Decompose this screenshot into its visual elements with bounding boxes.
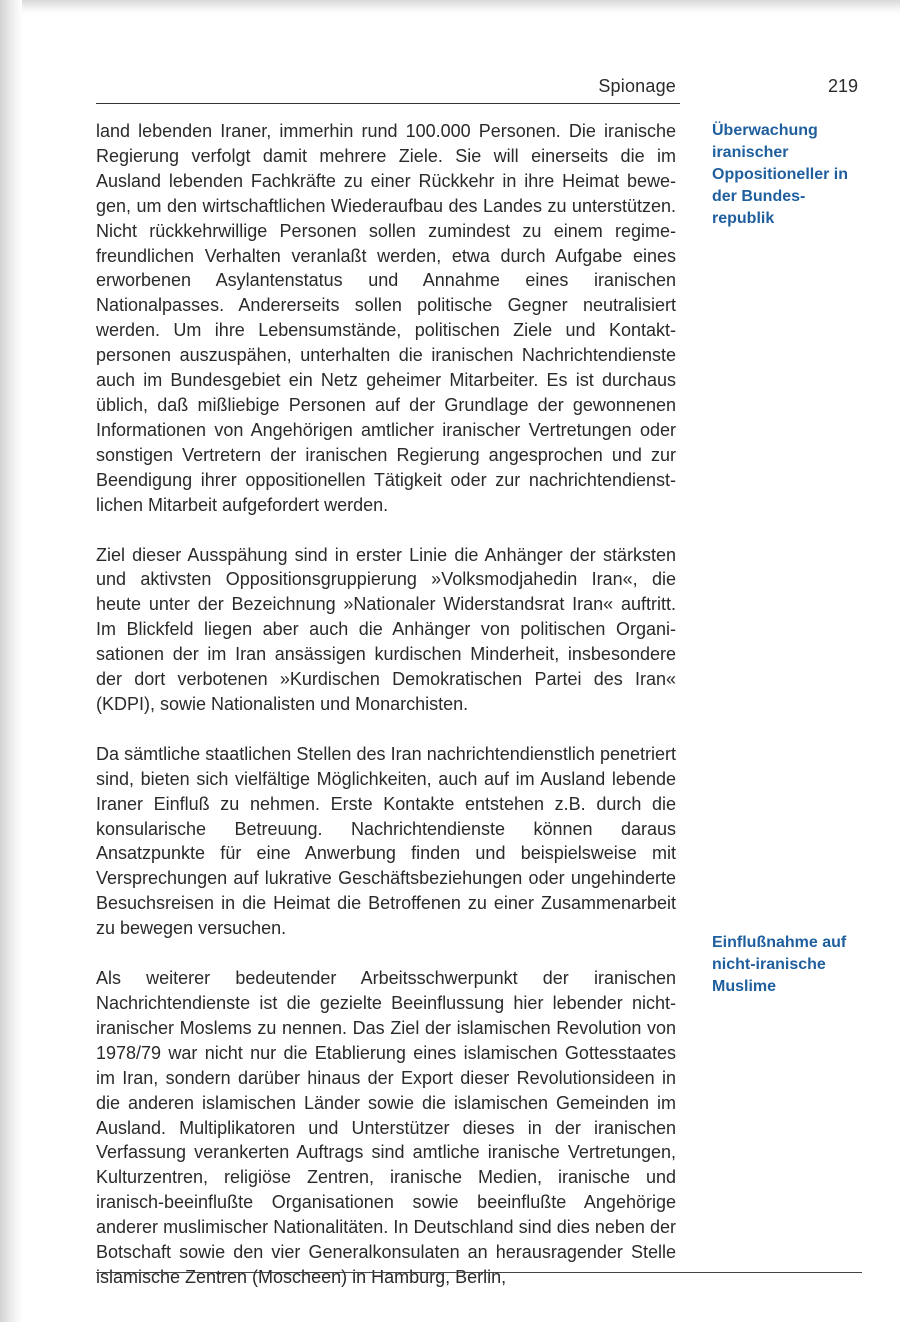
scan-shadow-top — [0, 0, 900, 14]
paragraph-2: Ziel dieser Ausspähung sind in erster Linie die Anhänger der stärksten und aktivsten Oppositionsgruppierung »Volksmodjahedin Iran«, die heute unter der Bezeichnung »Nationaler Widerstandsrat Iran« auftritt. Im Blickfeld liegen aber auch die Anhänger von politischen Organisationen der im Iran ansässigen kurdischen Minderheit, insbesondere der dort verbotenen »Kurdischen Demokratischen Partei des Iran« (KDPI), sowie Nationalisten und Monarchisten. — [96, 544, 676, 714]
margin-heading-surveillance: Überwachung iranischer Oppositioneller in der Bundesrepublik — [712, 122, 849, 227]
running-title: Spionage — [598, 76, 676, 96]
main-text-column — [96, 119, 676, 1290]
header-rule — [96, 103, 680, 104]
scan-shadow-left — [0, 0, 22, 1322]
paragraph-3: Da sämtliche staatlichen Stellen des Iran nachrichtendienstlich penetriert sind, bieten sich vielfältige Möglichkeiten, auch auf im Ausland lebende Iraner Einfluß zu nehmen. Erste Kontakte entstehen z.B. durch die konsularische Betreuung. Nachrichtendienste können daraus Ansatzpunkte für eine Anwerbung finden und beispielsweise mit Versprechungen auf lukrative Geschäftsbeziehungen oder ungehinderte Besuchsreisen in die Heimat die Betroffenen zu einer Zusammenarbeit zu bewegen versuchen. — [96, 743, 676, 939]
paragraph-1: land lebenden Iraner, immerhin rund 100.000 Personen. Die iranische Regierung verfolgt damit mehrere Ziele. Sie will einerseits die im Ausland lebenden Fachkräfte zu einer Rückkehr in ihre Heimat bewegen, um den wirtschaftlichen Wiederaufbau des Landes zu unterstützen. Nicht rückkehrwillige Personen sollen zumindest zu einem regimefreundlichen Verhalten veranlaßt werden, etwa durch Aufgabe eines erworbenen Asylantenstatus und Annahme eines iranischen Nationalpasses. Andererseits sollen politische Gegner neutralisiert werden. Um ihre Lebensumstände, politischen Ziele und Kontaktpersonen auszuspähen, unterhalten die iranischen Nachrichtendienste auch im Bundesgebiet ein Netz geheimer Mitarbeiter. Es ist durchaus üblich, daß mißliebige Personen auf der Grundlage der gewonnenen Informationen von Angehörigen amtlicher iranischer Vertretungen oder sonstigen Vertretern der iranischen Regierung angesprochen und zur Beendigung ihrer oppositionellen Tätigkeit oder zur nachrichtendienstlichen Mitarbeit aufgefordert werden. — [96, 121, 676, 515]
margin-heading-influence: Einflußnahme auf nicht-iranische Muslime — [712, 934, 847, 995]
running-header — [96, 76, 862, 100]
page-number: 219 — [827, 76, 858, 96]
paragraph-4: Als weiterer bedeutender Arbeitsschwerpunkt der iranischen Nachrichtendienste ist die gezielte Beeinflussung hier lebender nichtiranischer Moslems zu nennen. Das Ziel der islamischen Revolution von 1978/79 war nicht nur die Etablierung eines islamischen Gottesstaates im Iran, sondern darüber hinaus der Export dieser Revolutionsideen in die anderen islamischen Länder sowie die islamischen Gemeinden im Ausland. Multiplikatoren und Unterstützer dieses in der iranischen Verfassung verankerten Auftrags sind amtliche iranische Vertretungen, Kulturzentren, religiöse Zentren, iranische Medien, iranische und iranisch-beeinflußte Organisationen sowie beeinflußte Angehörige anderer muslimischer Nationalitäten. In Deutschland sind dies neben der Botschaft sowie den vier Generalkonsulaten an herausragender Stelle islamische Zentren (Moscheen) in Hamburg, Berlin, — [96, 968, 676, 1287]
footer-rule — [96, 1272, 862, 1273]
